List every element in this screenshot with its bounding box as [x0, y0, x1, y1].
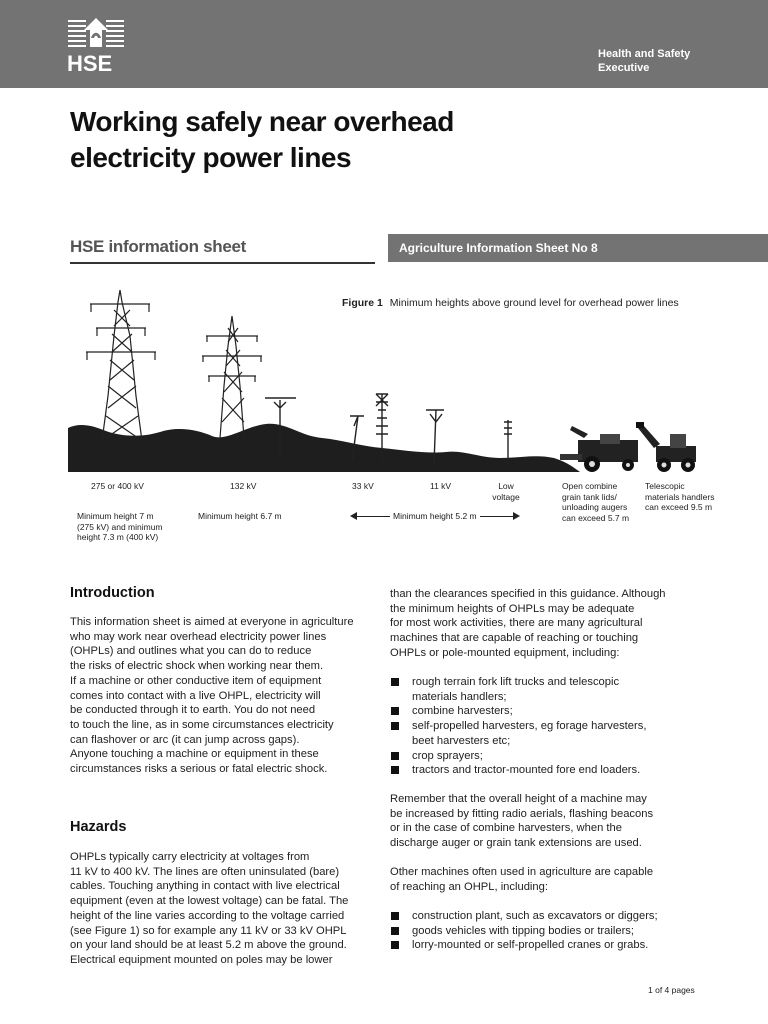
agency-name	[598, 47, 690, 75]
telescopic-handler-icon	[636, 422, 696, 472]
figure-caption-text: Minimum heights above ground level for overhead power lines	[389, 297, 679, 309]
list-item-line: materials handlers;	[412, 690, 507, 703]
label-line: height 7.3 m (400 kV)	[77, 532, 159, 542]
machine-list	[390, 675, 646, 778]
label-low-voltage	[486, 481, 526, 502]
ground-silhouette	[68, 424, 580, 472]
agency-line: Executive	[598, 62, 650, 74]
sheet-number-label: Agriculture Information Sheet No 8	[399, 241, 598, 255]
list-item	[390, 938, 658, 953]
list-item-line: beet harvesters etc;	[412, 734, 511, 747]
sheet-type-label: HSE information sheet	[70, 237, 247, 256]
pylon-132kv	[202, 316, 262, 438]
height-132kv: Minimum height 6.7 m	[198, 511, 282, 521]
label-line: Minimum height 7 m	[77, 511, 154, 521]
hazards-heading: Hazards	[70, 819, 127, 835]
label-400kv: 275 or 400 kV	[91, 481, 144, 491]
label-132kv: 132 kV	[230, 481, 257, 491]
list-item-line: self-propelled harvesters, eg forage harvesters,	[412, 720, 647, 733]
text-line: Other machines often used in agriculture are capable	[390, 866, 654, 878]
height-400kv	[77, 511, 163, 543]
text-line: OHPLs or pole-mounted equipment, including:	[390, 646, 620, 659]
list-item-line: rough terrain fork lift trucks and telescopic	[412, 676, 620, 688]
figure-label: Figure 1	[342, 297, 383, 309]
label-11kv: 11 kV	[430, 481, 452, 491]
arrow-left-icon	[350, 512, 357, 520]
introduction-heading: Introduction	[70, 585, 155, 601]
list-item-line: combine harvesters;	[412, 705, 513, 718]
title-line: Working safely near overhead	[70, 106, 454, 137]
hse-logo	[66, 16, 126, 74]
right-column-other	[390, 865, 653, 894]
text-line: circumstances risks a serious or fatal electric shock.	[70, 763, 328, 776]
label-line: voltage	[492, 491, 520, 502]
text-line: (OHPLs) and outlines what you can do to reduce	[70, 645, 312, 658]
title-line: electricity power lines	[70, 142, 352, 173]
text-line: comes into contact with a live OHPL, electricity will	[70, 689, 321, 702]
text-line: be increased by fitting radio aerials, flashing beacons	[390, 807, 654, 820]
label-line: can exceed 5.7 m	[562, 512, 630, 523]
label-line: grain tank lids/	[562, 491, 617, 502]
text-line: Electrical equipment mounted on poles may be lower	[70, 953, 333, 966]
introduction-text	[70, 615, 354, 777]
text-line: the risks of electric shock when working near them.	[70, 660, 324, 673]
label-combine	[562, 481, 629, 523]
list-item	[390, 704, 646, 719]
logo-text: HSE	[67, 51, 113, 74]
text-line: This information sheet is aimed at everyone in agriculture	[70, 616, 354, 628]
text-line: than the clearances specified in this guidance. Although	[390, 588, 666, 600]
text-line: OHPLs typically carry electricity at voltages from	[70, 851, 310, 863]
text-line: 11 kV to 400 kV. The lines are often uninsulated (bare)	[70, 865, 340, 878]
list-item-line: tractors and tractor-mounted fore end loaders.	[412, 764, 641, 777]
other-machine-list	[390, 909, 658, 953]
text-line: Anyone touching a machine or equipment in these	[70, 748, 319, 761]
text-line: be conducted through it to earth. You do not need	[70, 704, 316, 717]
list-item-line: construction plant, such as excavators or diggers;	[412, 910, 658, 922]
page-number: 1 of 4 pages	[648, 985, 695, 995]
text-line: for most work activities, there are many agricultural	[390, 617, 643, 630]
right-column-remember	[390, 792, 653, 851]
power-lines-illustration	[60, 286, 710, 478]
text-line: machines that are capable of reaching or touching	[390, 632, 639, 645]
height-low-arrow	[350, 510, 520, 522]
arrow-right-icon	[513, 512, 520, 520]
label-line: Telescopic	[645, 481, 685, 491]
label-line: Open combine	[562, 481, 618, 491]
label-telescopic	[645, 481, 714, 513]
page-title	[70, 104, 530, 176]
hazards-text	[70, 850, 348, 968]
label-33kv: 33 kV	[352, 481, 374, 491]
text-line: equipment (even at the lowest voltage) can be fatal. The	[70, 895, 349, 908]
combine-harvester-icon	[560, 426, 638, 472]
pylon-400kv	[86, 290, 156, 441]
label-line: materials handlers	[645, 491, 715, 502]
list-item-line: crop sprayers;	[412, 749, 483, 762]
right-column-intro	[390, 587, 666, 661]
text-line: discharge auger or grain tank extensions are used.	[390, 837, 642, 850]
list-item-line: goods vehicles with tipping bodies or trailers;	[412, 924, 635, 937]
sheet-type-heading	[70, 237, 375, 264]
list-item	[390, 909, 658, 924]
label-line: (275 kV) and minimum	[77, 521, 163, 532]
label-line: Low	[498, 481, 514, 491]
text-line: or in the case of combine harvesters, when the	[390, 822, 622, 835]
list-item	[390, 924, 658, 939]
header-banner	[0, 0, 768, 88]
text-line: If a machine or other conductive item of equipment	[70, 674, 322, 687]
sheet-number-bar	[388, 234, 768, 262]
agency-line: Health and Safety	[598, 48, 691, 60]
text-line: can flashover or arc (it can jump across gaps).	[70, 733, 300, 746]
list-item	[390, 719, 646, 748]
text-line: who may work near overhead electricity power lines	[70, 630, 327, 643]
list-item	[390, 763, 646, 778]
text-line: (see Figure 1) so for example any 11 kV or 33 kV OHPL	[70, 924, 347, 937]
text-line: height of the line varies according to the voltage carried	[70, 909, 345, 922]
height-low-label: Minimum height 5.2 m	[390, 510, 480, 522]
text-line: to touch the line, as in some circumstances electricity	[70, 718, 334, 731]
label-line: unloading augers	[562, 502, 628, 512]
list-item	[390, 675, 646, 704]
text-line: the minimum heights of OHPLs may be adequate	[390, 602, 635, 615]
list-item-line: lorry-mounted or self-propelled cranes or grabs.	[412, 939, 649, 952]
label-line: can exceed 9.5 m	[645, 502, 713, 512]
text-line: cables. Touching anything in contact with live electrical	[70, 880, 340, 893]
text-line: on your land should be at least 5.2 m above the ground.	[70, 939, 347, 952]
list-item	[390, 749, 646, 764]
text-line: Remember that the overall height of a machine may	[390, 793, 647, 805]
text-line: of reaching an OHPL, including:	[390, 880, 548, 893]
